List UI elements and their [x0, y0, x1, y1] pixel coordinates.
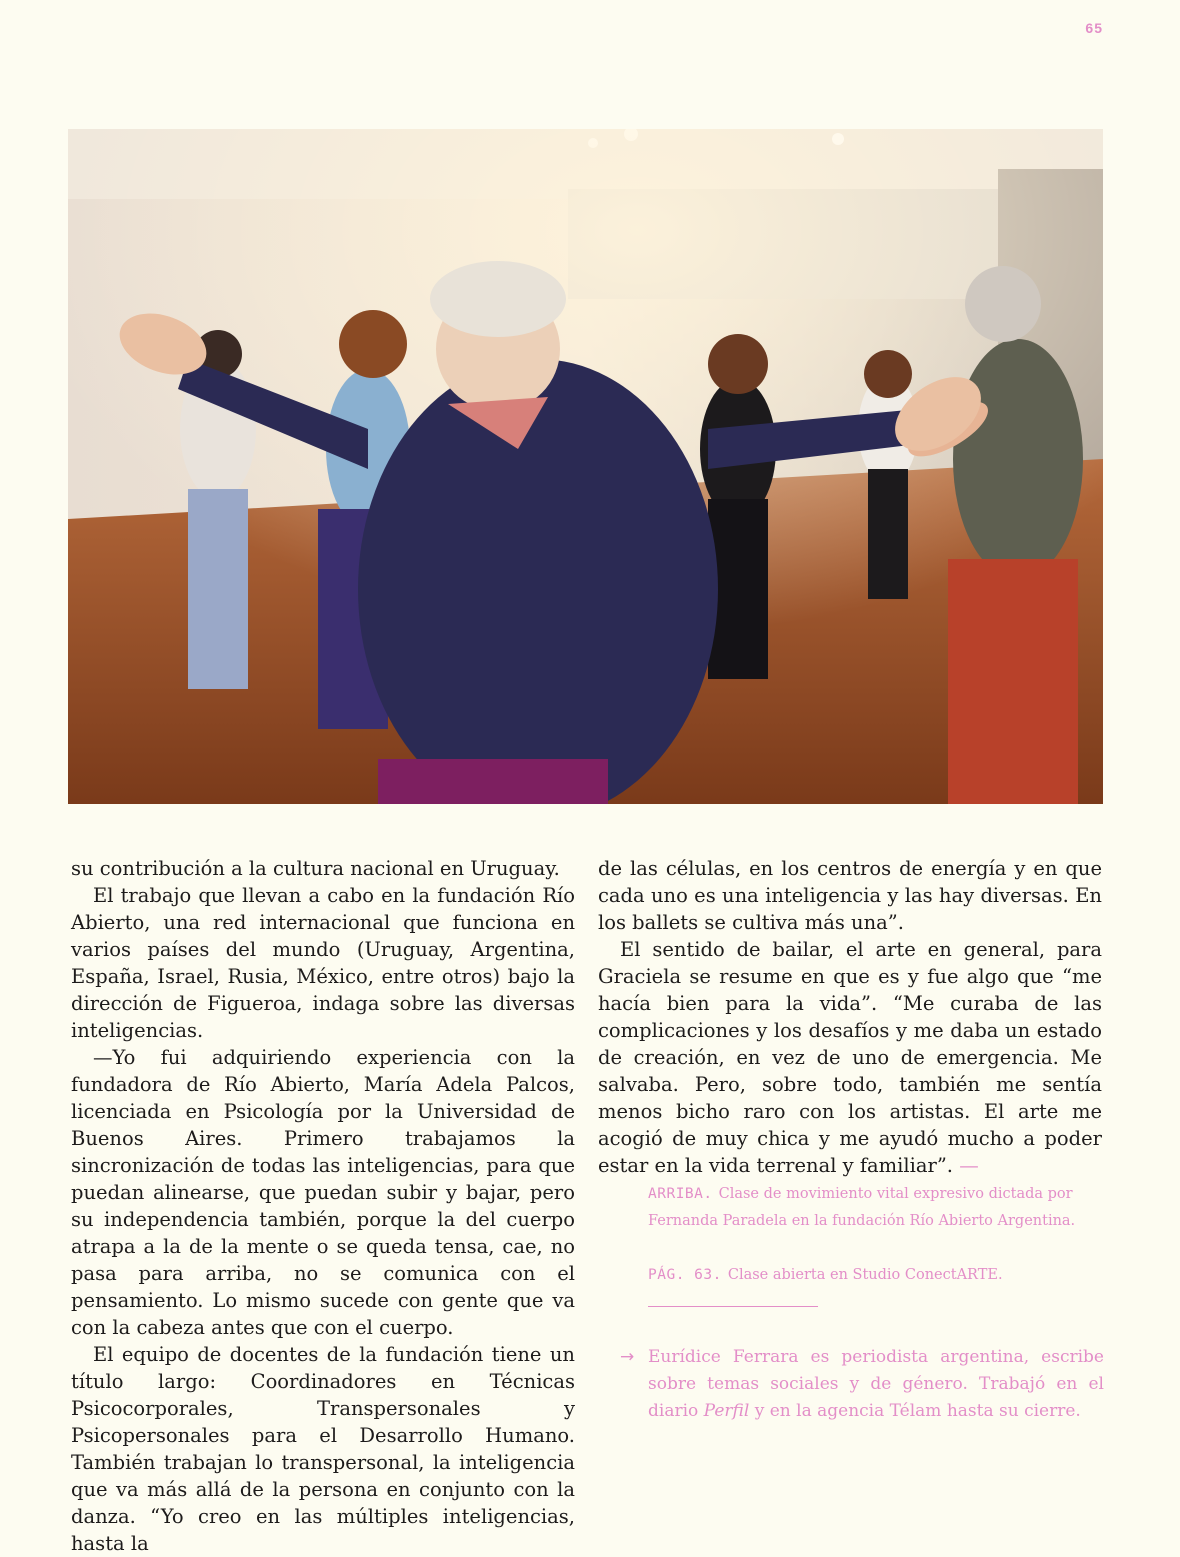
paragraph [598, 936, 1102, 1179]
paragraph: El equipo de docentes de la fundación tiene un título largo: Coordinadores en Técnicas Psicocorporales, Transpersonales y Psicopersonales para el Desarrollo Humano. También trabajan lo transpersonal, la inteligencia que va más allá de la persona en conjunto con la danza. “Yo creo en las múltiples inteligencias, hasta la [71, 1343, 575, 1555]
page-number: 65 [1085, 20, 1103, 36]
caption-label: PÁG. 63. [648, 1267, 722, 1283]
divider [648, 1306, 818, 1307]
caption-page-63 [648, 1262, 1088, 1289]
arrow-icon: → [620, 1347, 635, 1367]
publication-name: Perfil [703, 1401, 750, 1421]
caption-label: ARRIBA. [648, 1186, 713, 1202]
paragraph: de las células, en los centros de energía y en que cada uno es una inteligencia y las hay diversas. En los ballets se cultiva más una”. [598, 857, 1102, 934]
paragraph: El trabajo que llevan a cabo en la fundación Río Abierto, una red internacional que funciona en varios países del mundo (Uruguay, Argentina, España, Israel, Rusia, México, entre otros) bajo la dirección de Figueroa, indaga sobre las diversas inteligencias. [71, 884, 575, 1042]
caption-text: Clase abierta en Studio ConectARTE. [727, 1267, 1003, 1283]
article-left-column [71, 855, 575, 1557]
paragraph: su contribución a la cultura nacional en Uruguay. [71, 857, 560, 880]
article-photo [68, 129, 1103, 804]
article-right-column [598, 855, 1102, 1179]
caption-above [648, 1181, 1088, 1235]
bio-text: y en la agencia Télam hasta su cierre. [749, 1401, 1081, 1421]
paragraph: —Yo fui adquiriendo experiencia con la fundadora de Río Abierto, María Adela Palcos, licenciada en Psicología por la Universidad de Buenos Aires. Primero trabajamos la sincronización de todas las inteligencias, para que puedan alinearse, que puedan subir y bajar, pero su independencia también, porque la del cuerpo atrapa a la de la mente o se queda tensa, cae, no pasa para arriba, no se comunica con el pensamiento. Lo mismo sucede con gente que va con la cabeza antes que con el cuerpo. [71, 1046, 575, 1339]
author-bio [648, 1344, 1104, 1425]
end-mark: — [959, 1154, 979, 1177]
bio-text: Eurídice Ferrara es periodista argentina, escribe sobre temas sociales y de género. Trabajó en el diario [648, 1347, 1104, 1421]
dance-class-illustration [68, 129, 1103, 804]
paragraph-text: El sentido de bailar, el arte en general, para Graciela se resume en que es y fue algo que “me hacía bien para la vida”. “Me curaba de las complicaciones y los desafíos y me daba un estado de creación, en vez de uno de emergencia. Me salvaba. Pero, sobre todo, también me sentía menos bicho raro con los artistas. El arte me acogió de muy chica y me ayudó mucho a poder estar en la vida terrenal y familiar”. [598, 938, 1102, 1177]
caption-text: Clase de movimiento vital expresivo dictada por Fernanda Paradela en la fundación Río Abierto Argentina. [648, 1186, 1076, 1229]
